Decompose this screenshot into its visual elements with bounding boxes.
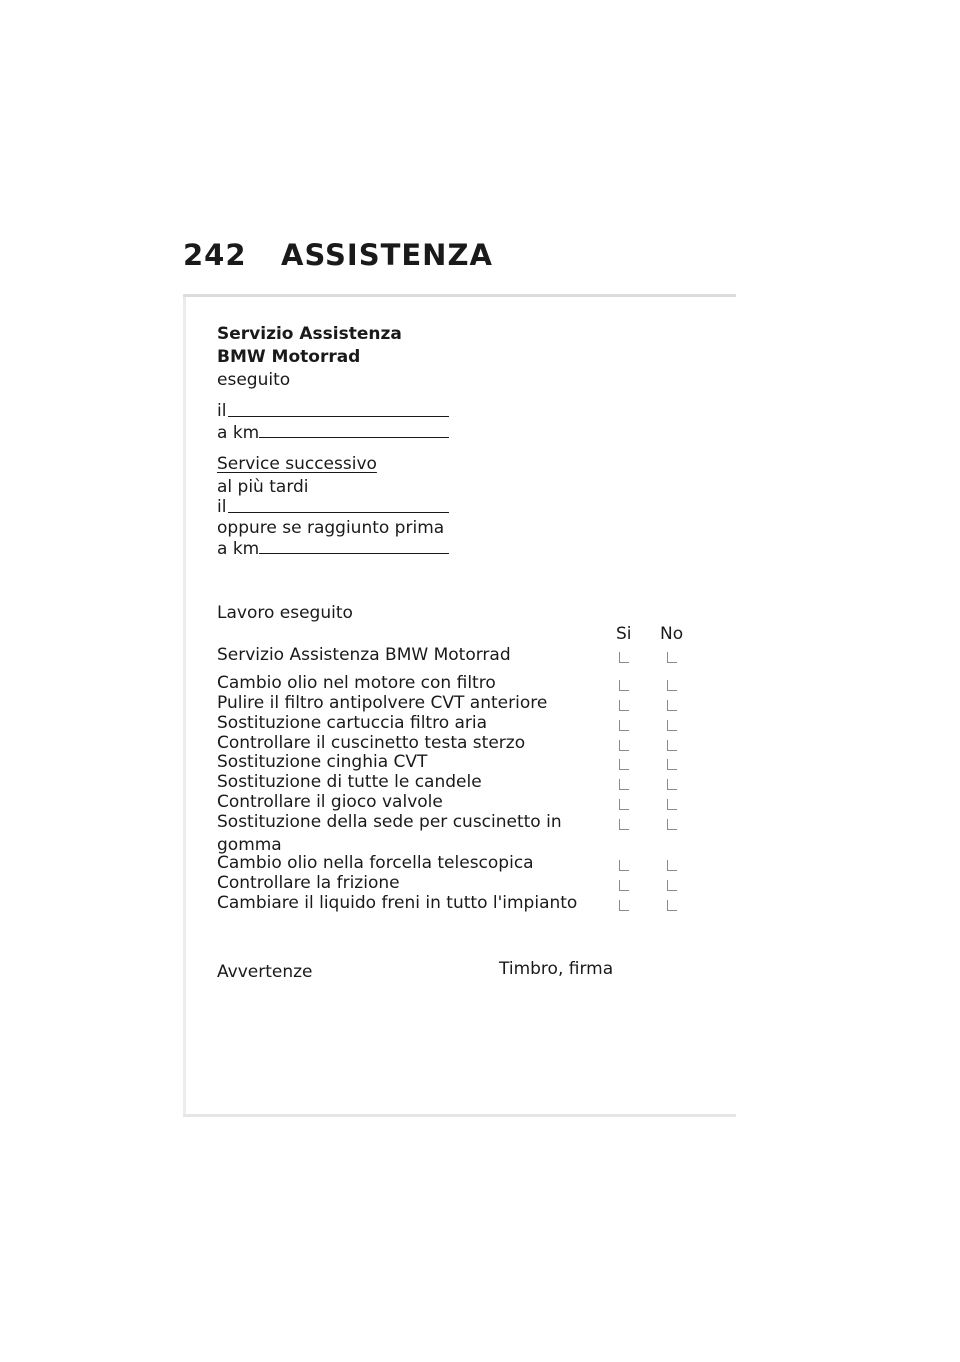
- checkbox-yes[interactable]: [619, 759, 629, 770]
- work-item: Pulire il filtro antipolvere CVT anteriore: [217, 693, 548, 713]
- checkbox-yes[interactable]: [619, 819, 629, 830]
- col-yes: Si: [616, 624, 632, 644]
- work-title: Lavoro eseguito: [217, 603, 353, 623]
- checkbox-yes[interactable]: [619, 680, 629, 691]
- checkbox-no[interactable]: [667, 740, 677, 751]
- checkbox-no[interactable]: [667, 860, 677, 871]
- col-no: No: [660, 624, 684, 644]
- notes-label: Avvertenze: [217, 962, 313, 982]
- next-date-label: il: [217, 497, 227, 517]
- checkbox-yes[interactable]: [619, 740, 629, 751]
- checkbox-no[interactable]: [667, 880, 677, 891]
- checkbox-no[interactable]: [667, 759, 677, 770]
- checkbox-yes[interactable]: [619, 720, 629, 731]
- work-item: Cambiare il liquido freni in tutto l'impianto: [217, 893, 578, 913]
- checkbox-no[interactable]: [667, 680, 677, 691]
- work-item: Cambio olio nella forcella telescopica: [217, 853, 534, 873]
- service-title-line2: BMW Motorrad: [217, 347, 361, 367]
- next-date-blank[interactable]: [228, 512, 449, 513]
- checkbox-yes[interactable]: [619, 860, 629, 871]
- km-label: a km: [217, 423, 260, 443]
- checkbox-no[interactable]: [667, 799, 677, 810]
- checkbox-no[interactable]: [667, 652, 677, 663]
- work-item: Sostituzione di tutte le candele: [217, 772, 482, 792]
- next-km-blank[interactable]: [259, 553, 449, 554]
- left-rule: [183, 297, 186, 1117]
- work-item: Sostituzione della sede per cuscinetto in: [217, 812, 562, 832]
- checkbox-yes[interactable]: [619, 880, 629, 891]
- checkbox-yes[interactable]: [619, 652, 629, 663]
- work-item: Sostituzione cartuccia filtro aria: [217, 713, 488, 733]
- work-item: Controllare il gioco valvole: [217, 792, 443, 812]
- checkbox-yes[interactable]: [619, 779, 629, 790]
- checkbox-yes[interactable]: [619, 900, 629, 911]
- date-label: il: [217, 401, 227, 421]
- bottom-rule: [183, 1114, 736, 1117]
- work-item: Cambio olio nel motore con filtro: [217, 673, 496, 693]
- stamp-label: Timbro, firma: [499, 959, 614, 979]
- next-km-label: a km: [217, 539, 260, 559]
- work-item: gomma: [217, 835, 282, 855]
- checkbox-no[interactable]: [667, 779, 677, 790]
- work-item: Sostituzione cinghia CVT: [217, 752, 428, 772]
- performed-label: eseguito: [217, 370, 291, 390]
- work-item: Servizio Assistenza BMW Motorrad: [217, 645, 511, 665]
- checkbox-yes[interactable]: [619, 700, 629, 711]
- next-service-label: Service successivo: [217, 454, 377, 474]
- top-rule: [183, 294, 736, 297]
- page-number: 242: [183, 238, 247, 272]
- work-item: Controllare la frizione: [217, 873, 400, 893]
- work-item: Controllare il cuscinetto testa sterzo: [217, 733, 526, 753]
- checkbox-no[interactable]: [667, 900, 677, 911]
- section-title: ASSISTENZA: [281, 238, 493, 272]
- service-title-line1: Servizio Assistenza: [217, 324, 402, 344]
- km-blank[interactable]: [259, 437, 449, 438]
- latest-label: al più tardi: [217, 477, 309, 497]
- checkbox-no[interactable]: [667, 700, 677, 711]
- or-if-reached-label: oppure se raggiunto prima: [217, 518, 445, 538]
- checkbox-yes[interactable]: [619, 799, 629, 810]
- date-blank[interactable]: [228, 416, 449, 417]
- page-header: [183, 238, 493, 272]
- checkbox-no[interactable]: [667, 720, 677, 731]
- checkbox-no[interactable]: [667, 819, 677, 830]
